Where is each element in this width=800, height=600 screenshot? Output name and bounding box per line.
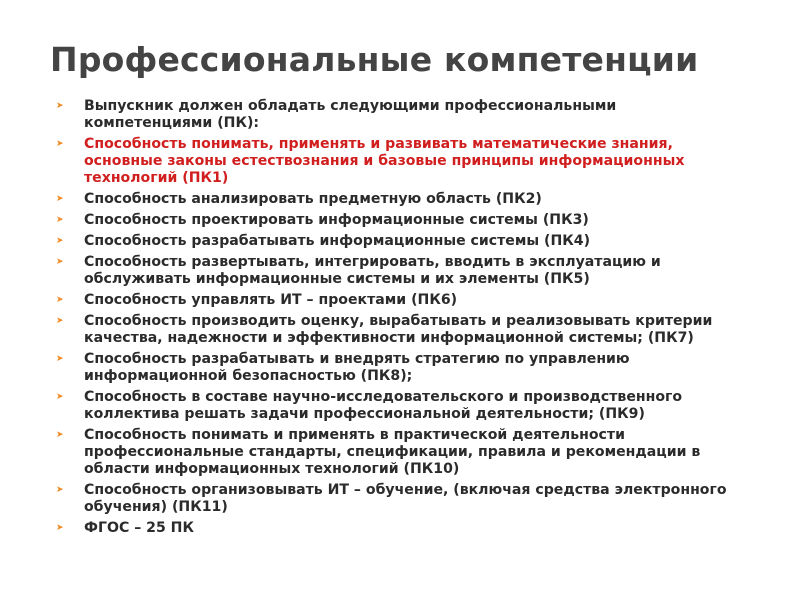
list-item <box>56 389 746 423</box>
list-item-text: Способность разрабатывать и внедрять стратегию по управлению информационной безопасностью (ПК8); <box>84 351 630 384</box>
list-item-text: Способность понимать, применять и развивать математические знания, основные законы естествознания и базовые принципы информационных технологий (ПК1) <box>84 136 685 186</box>
list-item-text: Способность понимать и применять в практической деятельности профессиональные стандарты, спецификации, правила и рекомендации в области информационных технологий (ПК10) <box>84 427 701 477</box>
list-item <box>56 482 746 516</box>
list-item-text: Выпускник должен обладать следующими профессиональными компетенциями (ПК): <box>84 98 617 131</box>
bottom-fade-band <box>0 565 800 600</box>
bullet-arrow-icon: ➤ <box>56 257 64 267</box>
list-item-text: Способность проектировать информационные системы (ПК3) <box>84 212 589 228</box>
list-item <box>56 254 746 288</box>
bullet-arrow-icon: ➤ <box>56 215 64 225</box>
bullet-arrow-icon: ➤ <box>56 101 64 111</box>
bullet-arrow-icon: ➤ <box>56 354 64 364</box>
list-item <box>56 313 746 347</box>
bullet-arrow-icon: ➤ <box>56 485 64 495</box>
list-item <box>56 136 746 187</box>
list-item <box>56 212 746 229</box>
list-item <box>56 351 746 385</box>
bullet-arrow-icon: ➤ <box>56 430 64 440</box>
bullet-arrow-icon: ➤ <box>56 194 64 204</box>
list-item-text: Способность разрабатывать информационные системы (ПК4) <box>84 233 591 249</box>
bullet-arrow-icon: ➤ <box>56 316 64 326</box>
bullet-arrow-icon: ➤ <box>56 295 64 305</box>
list-item <box>56 292 746 309</box>
slide-title: Профессиональные компетенции <box>50 40 699 79</box>
list-item-text: Способность развертывать, интегрировать, вводить в эксплуатацию и обслуживать информационные системы и их элементы (ПК5) <box>84 254 661 287</box>
competency-list <box>56 98 746 541</box>
list-item <box>56 98 746 132</box>
list-item <box>56 191 746 208</box>
list-item <box>56 427 746 478</box>
list-item-text: Способность в составе научно-исследовательского и производственного коллектива решать задачи профессиональной деятельности; (ПК9) <box>84 389 683 422</box>
bullet-arrow-icon: ➤ <box>56 236 64 246</box>
bullet-arrow-icon: ➤ <box>56 392 64 402</box>
list-item <box>56 520 746 537</box>
list-item-text: Способность управлять ИТ – проектами (ПК6) <box>84 292 458 308</box>
list-item-text: Способность анализировать предметную область (ПК2) <box>84 191 542 207</box>
bullet-arrow-icon: ➤ <box>56 523 64 533</box>
bullet-arrow-icon: ➤ <box>56 139 64 149</box>
list-item-text: Способность производить оценку, вырабатывать и реализовывать критерии качества, надежности и эффективности информационной системы; (ПК7) <box>84 313 713 346</box>
list-item-text: Способность организовывать ИТ – обучение, (включая средства электронного обучения) (ПК11) <box>84 482 727 515</box>
list-item-text: ФГОС – 25 ПК <box>84 520 194 536</box>
list-item <box>56 233 746 250</box>
